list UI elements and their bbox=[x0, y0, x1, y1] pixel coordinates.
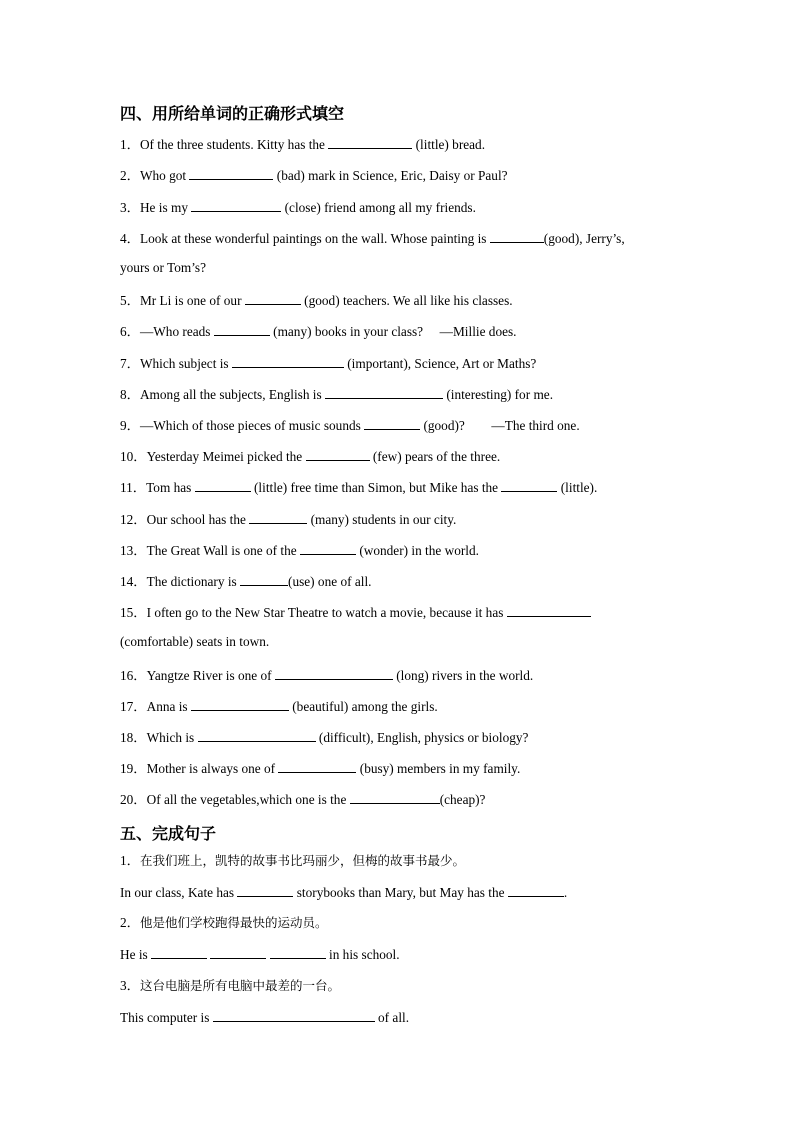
answer-blank[interactable] bbox=[237, 884, 293, 897]
answer-blank[interactable] bbox=[275, 667, 393, 680]
sentence-1-english: In our class, Kate has storybooks than Mary, but May has the . bbox=[120, 885, 568, 900]
answer-blank[interactable] bbox=[278, 760, 356, 773]
sentence-3-chinese: 3．这台电脑是所有电脑中最差的一台。 bbox=[120, 978, 340, 993]
question-1: 1．Of the three students. Kitty has the (little) bread. bbox=[120, 137, 486, 152]
answer-blank[interactable] bbox=[270, 946, 326, 959]
answer-blank[interactable] bbox=[300, 542, 356, 555]
answer-blank[interactable] bbox=[213, 1009, 375, 1022]
sentence-3-english: This computer is of all. bbox=[120, 1010, 410, 1025]
question-4-continued: yours or Tom’s? bbox=[120, 260, 206, 275]
question-14: 14．The dictionary is (use) one of all. bbox=[120, 574, 372, 589]
answer-blank[interactable] bbox=[210, 946, 266, 959]
question-2: 2．Who got (bad) mark in Science, Eric, Daisy or Paul? bbox=[120, 168, 508, 183]
question-10: 10．Yesterday Meimei picked the (few) pears of the three. bbox=[120, 449, 501, 464]
answer-blank[interactable] bbox=[240, 573, 288, 586]
question-15: 15．I often go to the New Star Theatre to watch a movie, because it has bbox=[120, 604, 591, 621]
answer-blank[interactable] bbox=[191, 199, 281, 212]
question-16: 16．Yangtze River is one of (long) rivers in the world. bbox=[120, 668, 534, 683]
answer-blank[interactable] bbox=[151, 946, 207, 959]
question-11: 11．Tom has (little) free time than Simon, but Mike has the (little). bbox=[120, 480, 598, 495]
answer-blank[interactable] bbox=[350, 791, 440, 804]
answer-blank[interactable] bbox=[198, 729, 316, 742]
question-17: 17．Anna is (beautiful) among the girls. bbox=[120, 699, 438, 714]
answer-blank[interactable] bbox=[249, 511, 307, 524]
answer-blank[interactable] bbox=[501, 479, 557, 492]
answer-blank[interactable] bbox=[508, 884, 564, 897]
section-5-title: 五、完成句子 bbox=[120, 824, 217, 843]
answer-blank[interactable] bbox=[325, 386, 443, 399]
question-20: 20．Of all the vegetables,which one is the (cheap)? bbox=[120, 792, 486, 807]
answer-blank[interactable] bbox=[364, 417, 420, 430]
answer-blank[interactable] bbox=[507, 604, 591, 617]
answer-blank[interactable] bbox=[328, 136, 412, 149]
answer-blank[interactable] bbox=[245, 292, 301, 305]
question-4: 4．Look at these wonderful paintings on the wall. Whose painting is (good), Jerry’s, bbox=[120, 231, 625, 246]
question-12: 12．Our school has the (many) students in our city. bbox=[120, 512, 457, 527]
answer-blank[interactable] bbox=[195, 479, 251, 492]
sentence-2-chinese: 2．他是他们学校跑得最快的运动员。 bbox=[120, 915, 328, 930]
question-18: 18．Which is (difficult), English, physics or biology? bbox=[120, 730, 529, 745]
sentence-2-english: He is in his school. bbox=[120, 947, 400, 962]
question-19: 19．Mother is always one of (busy) members in my family. bbox=[120, 761, 521, 776]
answer-blank[interactable] bbox=[490, 230, 544, 243]
answer-blank[interactable] bbox=[191, 698, 289, 711]
question-5: 5．Mr Li is one of our (good) teachers. We all like his classes. bbox=[120, 293, 513, 308]
question-9: 9．—Which of those pieces of music sounds (good)? —The third one. bbox=[120, 418, 580, 433]
section-4-title: 四、用所给单词的正确形式填空 bbox=[120, 104, 345, 123]
answer-blank[interactable] bbox=[232, 355, 344, 368]
question-6: 6．—Who reads (many) books in your class? —Millie does. bbox=[120, 324, 517, 339]
answer-blank[interactable] bbox=[306, 448, 370, 461]
question-13: 13．The Great Wall is one of the (wonder) in the world. bbox=[120, 543, 479, 558]
answer-blank[interactable] bbox=[214, 323, 270, 336]
question-3: 3．He is my (close) friend among all my friends. bbox=[120, 200, 476, 215]
question-15-continued: (comfortable) seats in town. bbox=[120, 634, 270, 649]
answer-blank[interactable] bbox=[189, 167, 273, 180]
question-7: 7．Which subject is (important), Science, Art or Maths? bbox=[120, 356, 537, 371]
sentence-1-chinese: 1．在我们班上，凯特的故事书比玛丽少，但梅的故事书最少。 bbox=[120, 853, 465, 868]
question-8: 8．Among all the subjects, English is (interesting) for me. bbox=[120, 387, 554, 402]
